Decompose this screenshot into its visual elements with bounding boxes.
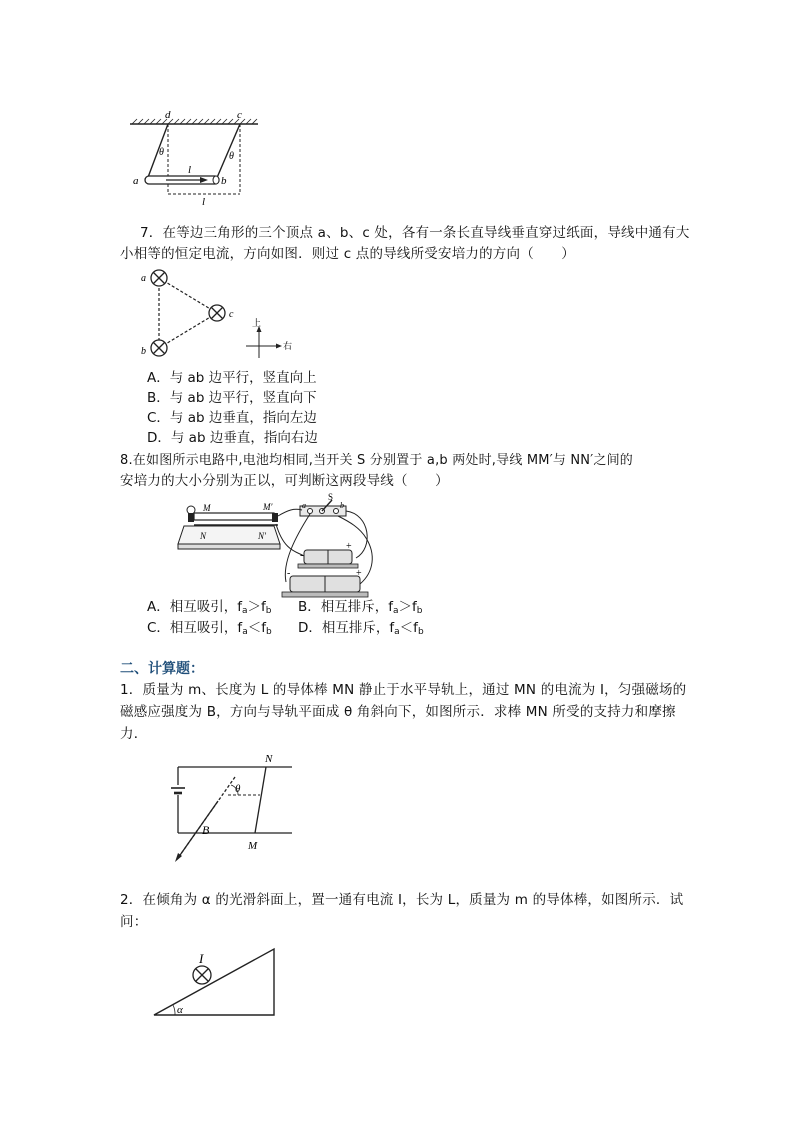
q8-option-d: D．相互排斥，$f_a<f_b$ bbox=[298, 620, 424, 637]
q7-option-a: A．与 ab 边平行，竖直向上 bbox=[147, 370, 317, 386]
figure-triangle-wires bbox=[136, 266, 296, 362]
label-alpha: α bbox=[177, 1004, 183, 1016]
label-theta-left: θ bbox=[159, 147, 164, 158]
wire-b-into-page-icon bbox=[151, 340, 167, 356]
q8-option-c: C．相互吸引，$f_a<f_b$ bbox=[147, 620, 272, 637]
figure-rails-magnetic-field bbox=[168, 750, 298, 865]
label-up: 上 bbox=[252, 319, 262, 329]
label-b: b bbox=[141, 346, 146, 357]
c1-text-line2: 磁感应强度为 B，方向与导轨平面成 θ 角斜向下，如图所示．求棒 MN 所受的支持力和摩擦 bbox=[120, 704, 676, 720]
label-c: c bbox=[237, 109, 242, 121]
label-N-prime: N′ bbox=[258, 531, 266, 541]
label-theta: θ bbox=[235, 783, 241, 795]
q7-option-c: C．与 ab 边垂直，指向左边 bbox=[147, 410, 317, 426]
q8-option-a: A．相互吸引，$f_a>f_b$ bbox=[147, 599, 272, 616]
label-l-bottom: l bbox=[202, 196, 206, 206]
label-b: b bbox=[221, 175, 227, 187]
label-a: a bbox=[141, 273, 146, 284]
q8-text-line1: 8.在如图所示电路中,电池均相同,当开关 S 分别置于 a,b 两处时,导线 MM′与 NN′之间的 bbox=[120, 453, 633, 468]
q7-text-line2: 小相等的恒定电流，方向如图．则过 c 点的导线所受安培力的方向（ ） bbox=[120, 246, 576, 262]
label-S: S bbox=[328, 492, 334, 502]
label-c: c bbox=[229, 309, 234, 320]
direction-axes-icon bbox=[246, 326, 282, 358]
wire-a-into-page-icon bbox=[151, 270, 167, 286]
label-switch-a: a bbox=[302, 501, 306, 510]
label-theta-right: θ bbox=[229, 151, 234, 162]
label-M: M bbox=[248, 840, 258, 852]
figure-incline-rod bbox=[150, 945, 280, 1020]
label-a: a bbox=[133, 175, 139, 187]
label-I: I bbox=[199, 951, 204, 966]
current-into-page-icon bbox=[193, 966, 211, 984]
label-battery1-plus: + bbox=[346, 541, 352, 552]
q7-option-b: B．与 ab 边平行，竖直向下 bbox=[147, 390, 317, 406]
label-battery2-plus: + bbox=[356, 568, 362, 579]
q7-text-line1: 7．在等边三角形的三个顶点 a、b、c 处，各有一条长直导线垂直穿过纸面，导线中通有大 bbox=[140, 225, 690, 241]
wire-c-into-page-icon bbox=[209, 305, 225, 321]
figure-circuit-parallel-wires bbox=[170, 492, 392, 612]
c1-text-line1: 1．质量为 m、长度为 L 的导体棒 MN 静止于水平导轨上，通过 MN 的电流为 I，匀强磁场的 bbox=[120, 682, 687, 698]
label-M: M bbox=[203, 503, 211, 513]
c1-text-line3: 力． bbox=[120, 726, 148, 742]
label-l-rod: l bbox=[188, 164, 192, 176]
label-battery1-minus: - bbox=[300, 550, 304, 561]
c2-text-line1: 2．在倾角为 α 的光滑斜面上，置一通有电流 I，长为 L，质量为 m 的导体棒，如图所示．试 bbox=[120, 892, 684, 908]
q8-text-line2: 安培力的大小分别为正以，可判断这两段导线（ ） bbox=[120, 473, 449, 489]
label-switch-b: b bbox=[340, 501, 344, 510]
q7-option-d: D．与 ab 边垂直，指向右边 bbox=[147, 430, 318, 446]
label-right: 右 bbox=[283, 342, 293, 352]
label-battery2-minus: - bbox=[287, 568, 291, 579]
label-N: N bbox=[265, 753, 273, 765]
label-d: d bbox=[165, 109, 171, 121]
figure-hanging-rod bbox=[128, 108, 260, 206]
label-N: N bbox=[200, 531, 207, 541]
label-B: B bbox=[202, 823, 210, 837]
label-M-prime: M′ bbox=[263, 502, 273, 512]
c2-text-line2: 问： bbox=[120, 914, 148, 930]
q8-option-b: B．相互排斥，$f_a>f_b$ bbox=[298, 599, 423, 616]
section-heading-calculation: 二、计算题： bbox=[120, 661, 204, 677]
